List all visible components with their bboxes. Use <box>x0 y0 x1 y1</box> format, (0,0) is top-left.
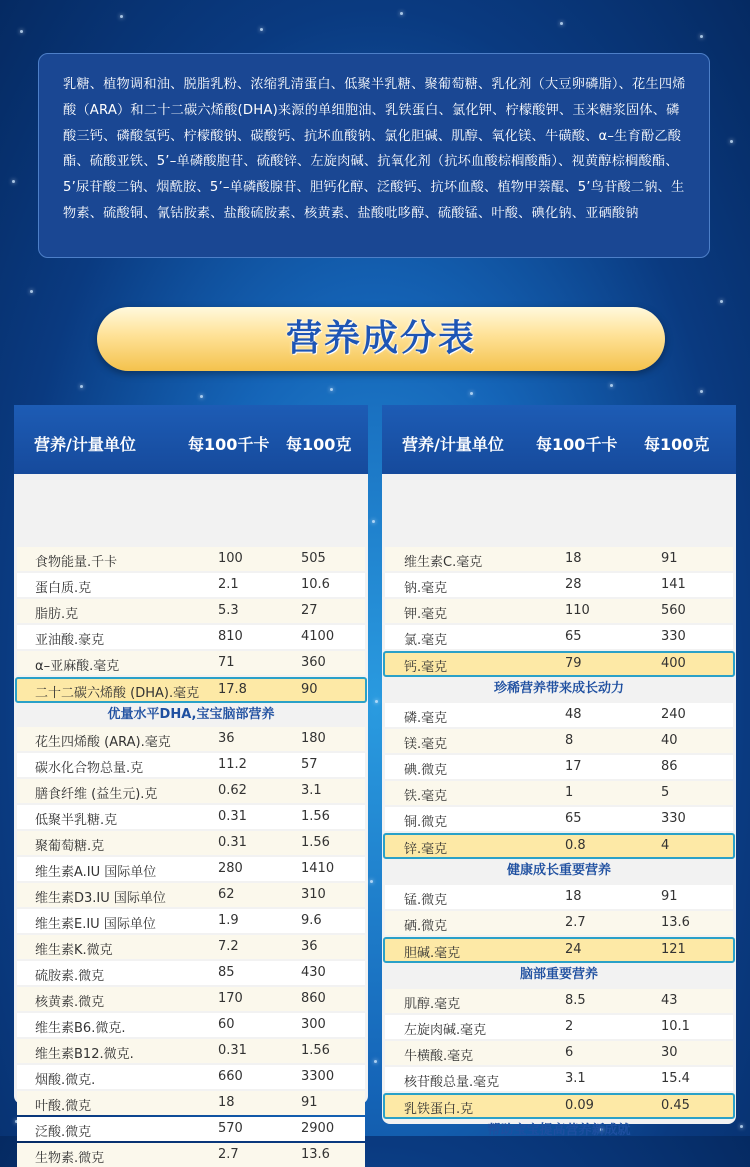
star-decoration <box>720 300 723 303</box>
value-per-100g: 4 <box>661 838 670 853</box>
value-per-100kcal: 60 <box>218 1017 235 1032</box>
value-per-100g: 15.4 <box>661 1071 690 1086</box>
star-decoration <box>372 520 375 523</box>
nutrient-name: 维生素B6.微克. <box>35 1021 126 1036</box>
value-per-100g: 121 <box>661 942 686 957</box>
value-per-100kcal: 71 <box>218 655 235 670</box>
value-per-100kcal: 17.8 <box>218 682 247 697</box>
value-per-100g: 13.6 <box>661 915 690 930</box>
nutrient-name: 维生素C.毫克 <box>404 555 483 570</box>
nutrient-name: 花生四烯酸 (ARA).毫克 <box>35 735 171 750</box>
value-per-100g: 91 <box>661 551 678 566</box>
nutrient-name: 维生素E.IU 国际单位 <box>35 917 156 932</box>
value-per-100kcal: 280 <box>218 861 243 876</box>
highlight-caption: 珍稀营养带来成长动力 <box>493 681 624 696</box>
nutrient-name: 核苷酸总量.毫克 <box>404 1075 500 1090</box>
value-per-100kcal: 810 <box>218 629 243 644</box>
value-per-100g: 860 <box>301 991 326 1006</box>
value-per-100kcal: 18 <box>565 551 582 566</box>
value-per-100kcal: 7.2 <box>218 939 239 954</box>
header-per-100kcal: 每100千卡 <box>188 435 270 454</box>
value-per-100kcal: 18 <box>565 889 582 904</box>
nutrient-name: 左旋肉碱.毫克 <box>404 1023 487 1038</box>
nutrient-name: α–亚麻酸.毫克 <box>35 659 120 674</box>
nutrient-name: 钠.毫克 <box>404 581 448 596</box>
value-per-100g: 10.6 <box>301 577 330 592</box>
nutrient-name: 乳铁蛋白.克 <box>404 1102 474 1117</box>
table-row <box>15 677 367 703</box>
nutrient-name: 维生素A.IU 国际单位 <box>35 865 157 880</box>
ingredients-text: 乳糖、植物调和油、脱脂乳粉、浓缩乳清蛋白、低聚半乳糖、聚葡萄糖、乳化剂（大豆卵磷脂）、花生四烯酸（ARA）和二十二碳六烯酸(DHA)来源的单细胞油、乳铁蛋白、氯化钾、柠檬酸钾、玉米糖浆固体、磷酸三钙、磷酸氢钙、柠檬酸钠、碳酸钙、抗坏血酸钠、氯化胆碱、肌醇、氧化镁、牛磺酸、α–生育酚乙酸酯、硫酸亚铁、5’–单磷酸胞苷、硫酸锌、左旋肉碱、抗氧化剂（抗坏血酸棕榈酸酯）、视黄醇棕榈酸酯、5’尿苷酸二钠、烟酰胺、5’–单磷酸腺苷、胆钙化醇、泛酸钙、抗坏血酸、植物甲萘醌、5’鸟苷酸二钠、生物素、硫酸铜、氰钴胺素、盐酸硫胺素、核黄素、盐酸吡哆醇、硫酸锰、叶酸、碘化钠、亚硒酸钠 <box>63 77 686 221</box>
value-per-100g: 0.45 <box>661 1098 690 1113</box>
value-per-100g: 13.6 <box>301 1147 330 1162</box>
nutrient-name: 维生素B12.微克. <box>35 1047 134 1062</box>
star-decoration <box>700 390 703 393</box>
value-per-100g: 310 <box>301 887 326 902</box>
star-decoration <box>375 700 378 703</box>
table-row <box>385 755 733 779</box>
header-per-100g: 每100克 <box>644 435 710 454</box>
table-row <box>385 573 733 597</box>
value-per-100g: 2900 <box>301 1121 335 1136</box>
nutrient-name: 泛酸.微克 <box>35 1125 92 1140</box>
nutrient-name: 维生素D3.IU 国际单位 <box>35 891 166 906</box>
value-per-100kcal: 2.7 <box>565 915 586 930</box>
table-row <box>17 651 365 675</box>
table-row <box>385 1067 733 1091</box>
nutrient-name: 维生素K.微克 <box>35 943 113 958</box>
star-decoration <box>330 388 333 391</box>
value-per-100g: 1.56 <box>301 835 330 850</box>
nutrient-name: 叶酸.微克 <box>35 1099 92 1114</box>
table-header <box>382 405 736 474</box>
star-decoration <box>730 140 733 143</box>
nutrient-name: 铁.毫克 <box>404 789 448 804</box>
table-row <box>17 1143 365 1167</box>
table-row <box>385 989 733 1013</box>
value-per-100kcal: 570 <box>218 1121 243 1136</box>
value-per-100g: 240 <box>661 707 686 722</box>
value-per-100g: 400 <box>661 656 686 671</box>
nutrient-name: 脂肪.克 <box>35 607 79 622</box>
value-per-100g: 5 <box>661 785 670 800</box>
value-per-100kcal: 5.3 <box>218 603 239 618</box>
value-per-100kcal: 24 <box>565 942 582 957</box>
value-per-100g: 1410 <box>301 861 335 876</box>
value-per-100g: 30 <box>661 1045 678 1060</box>
table-row <box>17 909 365 933</box>
table-row <box>385 703 733 727</box>
nutrient-name: 磷.毫克 <box>404 711 448 726</box>
value-per-100g: 360 <box>301 655 326 670</box>
value-per-100kcal: 1.9 <box>218 913 239 928</box>
value-per-100g: 90 <box>301 682 318 697</box>
value-per-100g: 180 <box>301 731 326 746</box>
star-decoration <box>260 28 263 31</box>
star-decoration <box>370 880 373 883</box>
value-per-100kcal: 0.09 <box>565 1098 594 1113</box>
value-per-100kcal: 660 <box>218 1069 243 1084</box>
nutrient-name: 核黄素.微克 <box>35 995 105 1010</box>
value-per-100g: 330 <box>661 629 686 644</box>
nutrient-name: 铜.微克 <box>404 815 448 830</box>
table-row <box>17 779 365 803</box>
value-per-100kcal: 65 <box>565 629 582 644</box>
table-row <box>17 1117 365 1141</box>
nutrient-name: 硒.微克 <box>404 919 448 934</box>
value-per-100g: 300 <box>301 1017 326 1032</box>
star-decoration <box>374 1060 377 1063</box>
value-per-100kcal: 0.62 <box>218 783 247 798</box>
star-decoration <box>20 30 23 33</box>
nutrient-name: 膳食纤维 (益生元).克 <box>35 787 158 802</box>
table-row <box>17 857 365 881</box>
value-per-100kcal: 170 <box>218 991 243 1006</box>
banner-title: 营养成分表 <box>285 318 476 359</box>
value-per-100kcal: 100 <box>218 551 243 566</box>
table-row <box>383 1093 735 1119</box>
value-per-100g: 10.1 <box>661 1019 690 1034</box>
ingredients-box <box>38 53 710 258</box>
nutrient-name: 聚葡萄糖.克 <box>35 839 105 854</box>
value-per-100kcal: 62 <box>218 887 235 902</box>
value-per-100g: 9.6 <box>301 913 322 928</box>
value-per-100g: 36 <box>301 939 318 954</box>
nutrient-name: 亚油酸.豪克 <box>35 633 105 648</box>
nutrient-name: 蛋白质.克 <box>35 581 92 596</box>
table-row <box>17 573 365 597</box>
value-per-100kcal: 18 <box>218 1095 235 1110</box>
value-per-100kcal: 8 <box>565 733 574 748</box>
nutrient-name: 氯.毫克 <box>404 633 448 648</box>
table-row <box>17 753 365 777</box>
value-per-100kcal: 110 <box>565 603 590 618</box>
star-decoration <box>700 35 703 38</box>
table-row <box>385 599 733 623</box>
value-per-100g: 560 <box>661 603 686 618</box>
table-row <box>17 935 365 959</box>
table-row <box>17 1091 365 1115</box>
table-row <box>385 1015 733 1039</box>
value-per-100kcal: 79 <box>565 656 582 671</box>
value-per-100g: 91 <box>301 1095 318 1110</box>
table-row <box>17 805 365 829</box>
value-per-100kcal: 48 <box>565 707 582 722</box>
table-row <box>385 911 733 935</box>
table-row <box>17 961 365 985</box>
value-per-100kcal: 0.31 <box>218 809 247 824</box>
star-decoration <box>470 392 473 395</box>
nutrient-name: 胆碱.毫克 <box>404 946 461 961</box>
nutrient-name: 锌.毫克 <box>404 842 448 857</box>
header-per-100kcal: 每100千卡 <box>536 435 618 454</box>
star-decoration <box>120 15 123 18</box>
table-row <box>385 547 733 571</box>
value-per-100kcal: 17 <box>565 759 582 774</box>
table-row <box>385 885 733 909</box>
value-per-100kcal: 2 <box>565 1019 574 1034</box>
nutrient-name: 低聚半乳糖.克 <box>35 813 118 828</box>
value-per-100kcal: 11.2 <box>218 757 247 772</box>
star-decoration <box>400 12 403 15</box>
nutrient-name: 钙.毫克 <box>404 660 448 675</box>
table-row <box>383 833 735 859</box>
value-per-100kcal: 8.5 <box>565 993 586 1008</box>
nutrient-name: 镁.毫克 <box>404 737 448 752</box>
value-per-100g: 57 <box>301 757 318 772</box>
value-per-100g: 91 <box>661 889 678 904</box>
value-per-100g: 1.56 <box>301 809 330 824</box>
table-row <box>383 937 735 963</box>
value-per-100kcal: 1 <box>565 785 574 800</box>
nutrient-name: 钾.毫克 <box>404 607 448 622</box>
table-row <box>17 625 365 649</box>
nutrient-name: 锰.微克 <box>404 893 448 908</box>
header-nutrient-unit: 营养/计量单位 <box>34 435 136 454</box>
nutrient-name: 生物素.微克 <box>35 1151 105 1166</box>
star-decoration <box>200 395 203 398</box>
star-decoration <box>12 180 15 183</box>
table-row <box>17 883 365 907</box>
nutrition-table-left <box>14 405 368 1166</box>
header-nutrient-unit: 营养/计量单位 <box>402 435 504 454</box>
value-per-100kcal: 85 <box>218 965 235 980</box>
value-per-100kcal: 2.1 <box>218 577 239 592</box>
star-decoration <box>30 290 33 293</box>
star-decoration <box>80 385 83 388</box>
table-row <box>17 831 365 855</box>
star-decoration <box>560 22 563 25</box>
value-per-100kcal: 0.31 <box>218 1043 247 1058</box>
nutrient-name: 碘.微克 <box>404 763 448 778</box>
star-decoration <box>610 384 613 387</box>
value-per-100g: 4100 <box>301 629 335 644</box>
table-row <box>17 1065 365 1089</box>
value-per-100g: 3.1 <box>301 783 322 798</box>
table-row <box>17 987 365 1011</box>
title-banner <box>97 307 665 371</box>
value-per-100g: 430 <box>301 965 326 980</box>
value-per-100kcal: 36 <box>218 731 235 746</box>
nutrient-name: 烟酸.微克. <box>35 1073 96 1088</box>
table-header <box>14 405 368 474</box>
value-per-100g: 43 <box>661 993 678 1008</box>
value-per-100kcal: 0.31 <box>218 835 247 850</box>
table-row <box>17 1013 365 1037</box>
value-per-100kcal: 6 <box>565 1045 574 1060</box>
nutrient-name: 硫胺素.微克 <box>35 969 105 984</box>
nutrient-name: 食物能量.千卡 <box>35 555 118 570</box>
value-per-100g: 40 <box>661 733 678 748</box>
table-row <box>17 727 365 751</box>
highlight-caption: 健康成长重要营养 <box>506 863 611 878</box>
table-row <box>385 729 733 753</box>
value-per-100kcal: 3.1 <box>565 1071 586 1086</box>
table-row <box>385 781 733 805</box>
table-row <box>17 1039 365 1063</box>
star-decoration <box>740 1125 743 1128</box>
highlight-caption: 帮助宝宝提高营养新成就 <box>487 1123 631 1138</box>
nutrient-name: 牛横酸.毫克 <box>404 1049 474 1064</box>
value-per-100g: 3300 <box>301 1069 335 1084</box>
value-per-100g: 1.56 <box>301 1043 330 1058</box>
value-per-100g: 86 <box>661 759 678 774</box>
nutrient-name: 二十二碳六烯酸 (DHA).毫克 <box>35 686 200 701</box>
value-per-100kcal: 0.8 <box>565 838 586 853</box>
table-row <box>385 625 733 649</box>
value-per-100g: 505 <box>301 551 326 566</box>
nutrient-name: 肌醇.毫克 <box>404 997 461 1012</box>
value-per-100kcal: 65 <box>565 811 582 826</box>
nutrient-name: 碳水化合物总量.克 <box>35 761 144 776</box>
table-row <box>385 1041 733 1065</box>
value-per-100g: 27 <box>301 603 318 618</box>
header-per-100g: 每100克 <box>286 435 352 454</box>
value-per-100kcal: 28 <box>565 577 582 592</box>
table-row <box>17 599 365 623</box>
value-per-100g: 330 <box>661 811 686 826</box>
table-row <box>383 651 735 677</box>
table-row <box>385 807 733 831</box>
value-per-100g: 141 <box>661 577 686 592</box>
nutrition-table-right <box>382 405 736 1138</box>
highlight-caption: 优量水平DHA,宝宝脑部营养 <box>107 707 275 722</box>
value-per-100kcal: 2.7 <box>218 1147 239 1162</box>
table-row <box>17 547 365 571</box>
highlight-caption: 脑部重要营养 <box>519 967 598 982</box>
